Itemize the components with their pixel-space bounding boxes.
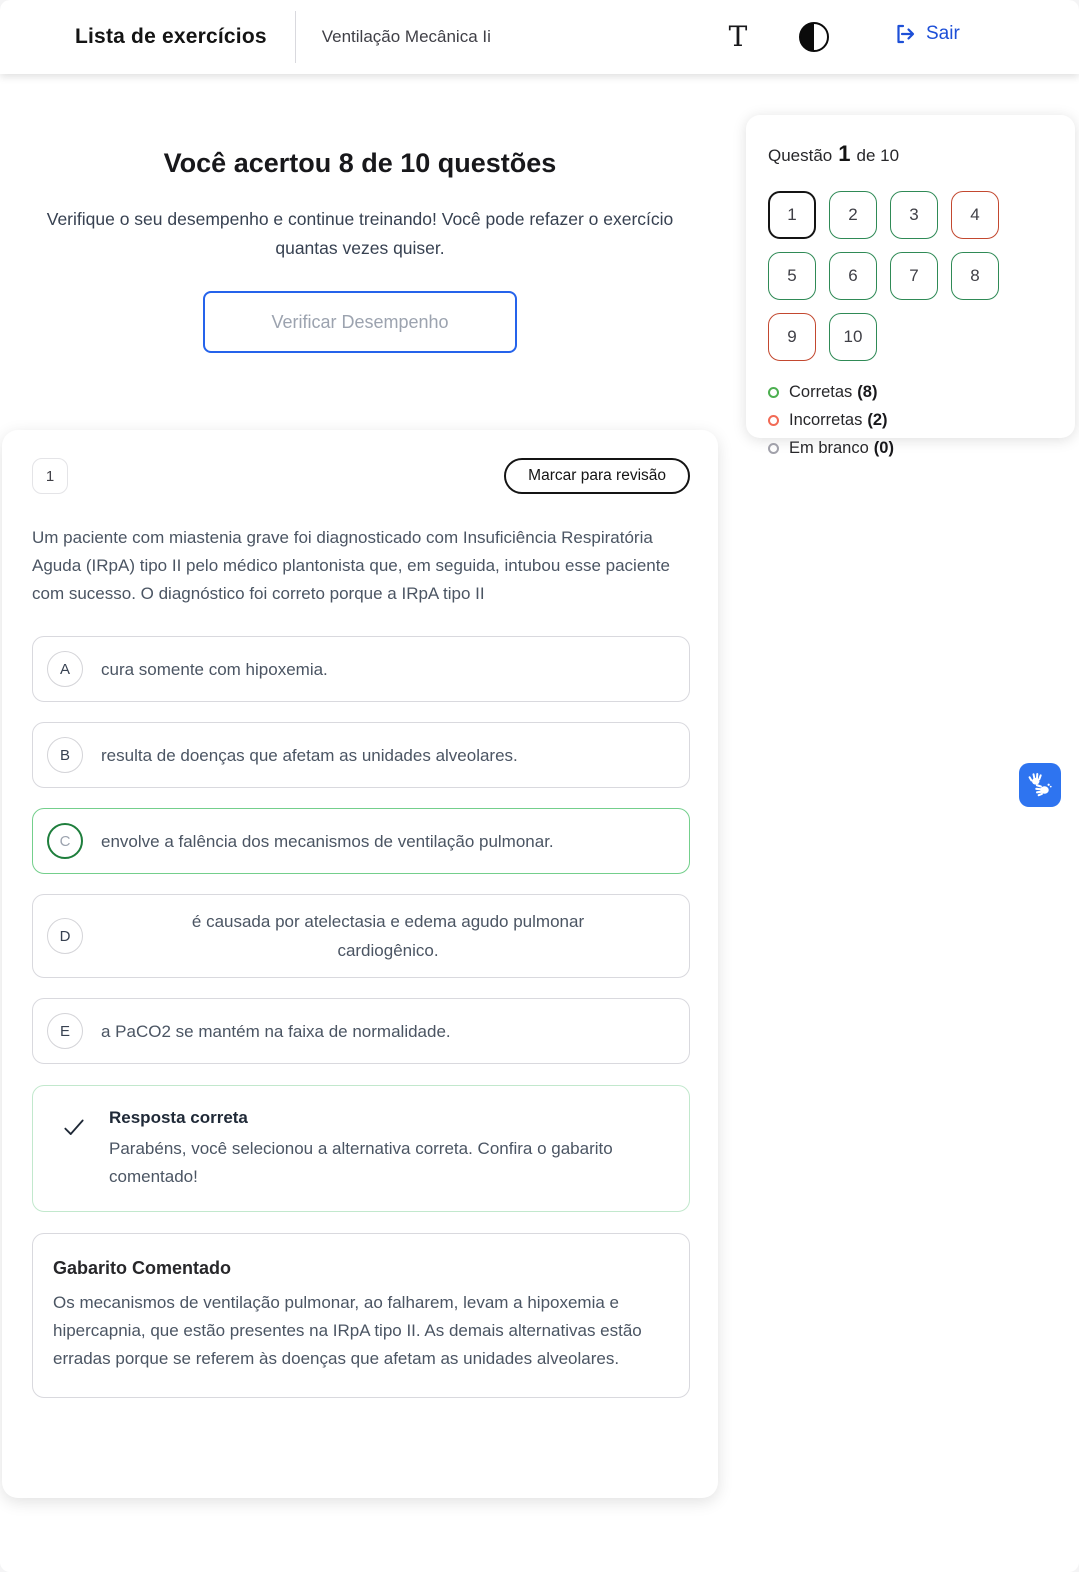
score-heading: Você acertou 8 de 10 questões <box>163 148 557 178</box>
legend-blank-label: Em branco <box>789 439 869 457</box>
explanation-title: Gabarito Comentado <box>53 1258 232 1278</box>
legend-correct-count: (8) <box>857 383 878 401</box>
logout-icon <box>893 22 917 46</box>
mark-for-review-button[interactable]: Marcar para revisão <box>504 458 690 494</box>
question-progress <box>768 141 1053 167</box>
header-bar <box>0 0 1079 74</box>
question-text: Um paciente com miastenia grave foi diagnosticado com Insuficiência Respiratória Aguda (IRpA) tipo II pelo médico plantonista que, em seguida, intubou esse paciente com sucesso. O diagnóstico foi correto porque a IRpA tipo II <box>32 528 670 603</box>
legend-incorrect-row <box>768 411 1053 430</box>
option-c-selected-correct[interactable] <box>32 808 690 874</box>
exit-button[interactable] <box>893 22 960 46</box>
explanation-text: Os mecanismos de ventilação pulmonar, ao falharem, levam a hipoxemia e hipercapnia, que estão presentes na IRpA tipo II. As demais alternativas estão erradas porque se referem às doenças que afetam as unidades alveolares. <box>53 1293 642 1368</box>
result-summary <box>0 74 720 353</box>
option-e-letter: E <box>47 1013 83 1049</box>
font-size-button[interactable] <box>720 18 756 56</box>
incorrect-dot-icon <box>768 415 779 426</box>
question-progress-suffix: de 10 <box>856 146 900 165</box>
sign-language-hands-icon <box>1025 769 1055 802</box>
option-b-text: resulta de doenças que afetam as unidades alveolares. <box>101 745 518 765</box>
question-nav-button-10[interactable]: 10 <box>829 313 877 361</box>
correct-dot-icon <box>768 387 779 398</box>
check-icon <box>61 1108 109 1191</box>
question-number-badge: 1 <box>32 458 68 494</box>
option-a-text: cura somente com hipoxemia. <box>101 659 328 679</box>
blank-dot-icon <box>768 443 779 454</box>
option-d[interactable] <box>32 894 690 978</box>
option-c-letter: C <box>47 823 83 859</box>
commented-answer-key <box>32 1233 690 1398</box>
correct-answer-feedback <box>32 1085 690 1212</box>
question-nav-button-5[interactable]: 5 <box>768 252 816 300</box>
vlibras-accessibility-button[interactable] <box>1019 763 1061 807</box>
question-nav-button-7[interactable]: 7 <box>890 252 938 300</box>
legend-correct-row <box>768 383 1053 402</box>
page-title: Lista de exercícios <box>75 25 267 48</box>
question-card <box>2 430 718 1498</box>
question-nav-button-4[interactable]: 4 <box>951 191 999 239</box>
option-d-letter: D <box>47 918 83 954</box>
option-c-text: envolve a falência dos mecanismos de ventilação pulmonar. <box>101 831 554 851</box>
feedback-text: Parabéns, você selecionou a alternativa correta. Confira o gabarito comentado! <box>109 1139 613 1186</box>
question-number-grid <box>768 191 1053 361</box>
legend-blank-row <box>768 439 1053 458</box>
option-e[interactable] <box>32 998 690 1064</box>
question-nav-button-3[interactable]: 3 <box>890 191 938 239</box>
question-nav-button-1[interactable]: 1 <box>768 191 816 239</box>
options-list <box>32 636 690 1064</box>
question-card-header <box>32 458 690 494</box>
question-progress-current: 1 <box>838 141 851 166</box>
header-divider <box>295 11 296 63</box>
option-a[interactable] <box>32 636 690 702</box>
score-description: Verifique o seu desempenho e continue treinando! Você pode refazer o exercício quantas vezes quiser. <box>46 209 674 258</box>
option-d-text: é causada por atelectasia e edema agudo pulmonar cardiogênico. <box>191 912 585 960</box>
contrast-toggle-button[interactable] <box>799 22 829 52</box>
option-a-letter: A <box>47 651 83 687</box>
legend-incorrect-label: Incorretas <box>789 411 863 429</box>
option-e-text: a PaCO2 se mantém na faixa de normalidade. <box>101 1021 451 1041</box>
question-nav-button-6[interactable]: 6 <box>829 252 877 300</box>
option-b-letter: B <box>47 737 83 773</box>
legend-correct-label: Corretas <box>789 383 853 401</box>
feedback-content <box>109 1108 629 1191</box>
legend-incorrect-count: (2) <box>867 411 888 429</box>
exit-label: Sair <box>926 23 960 44</box>
question-progress-prefix: Questão <box>768 146 833 165</box>
option-b[interactable] <box>32 722 690 788</box>
verify-performance-button[interactable]: Verificar Desempenho <box>203 291 517 353</box>
feedback-title: Resposta correta <box>109 1108 248 1127</box>
question-nav-button-9[interactable]: 9 <box>768 313 816 361</box>
results-legend <box>768 383 1053 458</box>
exercise-name: Ventilação Mecânica Ii <box>321 27 491 46</box>
question-nav-button-8[interactable]: 8 <box>951 252 999 300</box>
question-nav-button-2[interactable]: 2 <box>829 191 877 239</box>
question-navigator-card <box>746 115 1075 457</box>
font-size-icon: T <box>728 20 748 53</box>
legend-blank-count: (0) <box>873 439 894 457</box>
